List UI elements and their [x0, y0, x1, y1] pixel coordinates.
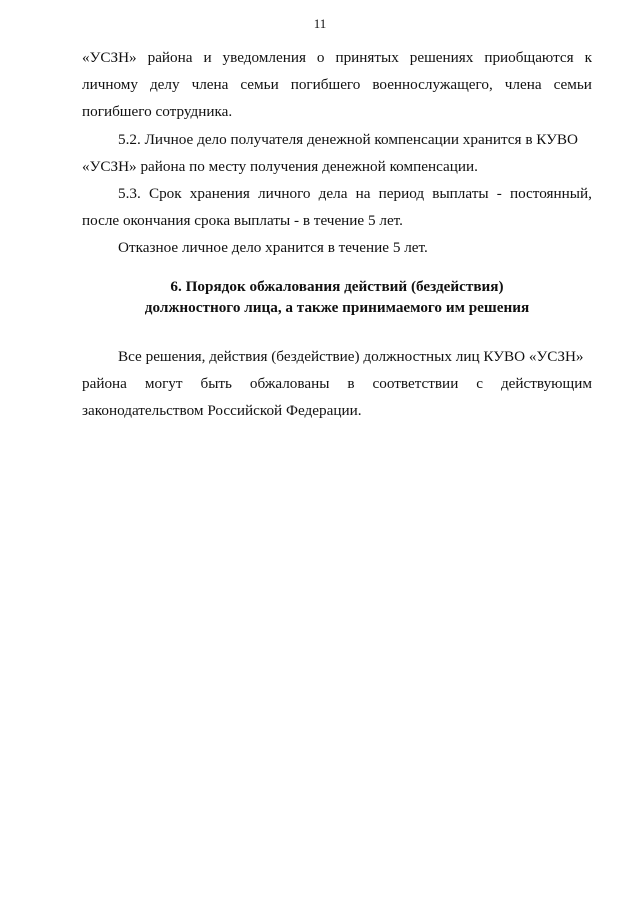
word: личному [82, 76, 138, 94]
word: члена [191, 76, 229, 94]
word: о [316, 49, 325, 66]
word: уведомления [222, 49, 306, 66]
word: военнослужащего, [372, 76, 493, 94]
page-number: 11 [313, 16, 327, 31]
word: в [347, 374, 355, 392]
word: семьи [553, 76, 592, 94]
word: - [496, 185, 502, 203]
heading-line: должностного лица, а также принимаемого им решения [144, 298, 530, 316]
paragraph-refusal [82, 234, 592, 261]
paragraph-line [82, 180, 592, 207]
paragraph-line [82, 44, 592, 71]
word: Срок [148, 185, 182, 203]
section-6-heading [82, 276, 592, 318]
word: дела [318, 185, 348, 203]
word: хранения [189, 185, 250, 203]
paragraph-appeal [82, 343, 592, 425]
document-body [82, 44, 592, 424]
paragraph-continuation [82, 44, 592, 126]
word: на [355, 185, 371, 203]
paragraph-line: погибшего сотрудника. [82, 103, 233, 121]
word: быть [200, 374, 232, 392]
paragraph-line [82, 71, 592, 98]
word: и [203, 49, 212, 66]
word: семьи [240, 76, 279, 94]
paragraph-line: законодательством Российской Федерации. [82, 402, 362, 420]
word: района [82, 374, 127, 392]
heading-line: 6. Порядок обжалования действий (бездействия) [170, 277, 504, 295]
paragraph-5-2 [82, 126, 592, 180]
word: период [378, 185, 425, 203]
word: личного [258, 185, 311, 203]
word: с [476, 374, 484, 392]
word: обжалованы [249, 374, 330, 392]
word: погибшего [290, 76, 361, 94]
paragraph-line [82, 370, 592, 397]
paragraph-line: после окончания срока выплаты - в течение 5 лет. [82, 212, 403, 230]
word: 5.3. [118, 185, 141, 203]
paragraph-5-3 [82, 180, 592, 234]
paragraph-line: Все решения, действия (бездействие) должностных лиц КУВО «УСЗН» [118, 347, 584, 365]
word: члена [504, 76, 542, 94]
word: района [147, 49, 193, 66]
word: принятых [335, 49, 399, 66]
word: решениях [409, 49, 474, 66]
word: выплаты [432, 185, 489, 203]
word: делу [149, 76, 180, 94]
word: могут [144, 374, 183, 392]
word: «УСЗН» [82, 49, 137, 66]
paragraph-line: 5.2. Личное дело получателя денежной компенсации хранится в КУВО [118, 130, 578, 148]
paragraph-line: «УСЗН» района по месту получения денежной компенсации. [82, 157, 478, 175]
word: постоянный, [509, 185, 592, 203]
paragraph-line: Отказное личное дело хранится в течение 5 лет. [118, 239, 428, 257]
word: к [584, 49, 592, 66]
word: действующим [500, 374, 592, 392]
word: приобщаются [484, 49, 574, 66]
word: соответствии [372, 374, 459, 392]
